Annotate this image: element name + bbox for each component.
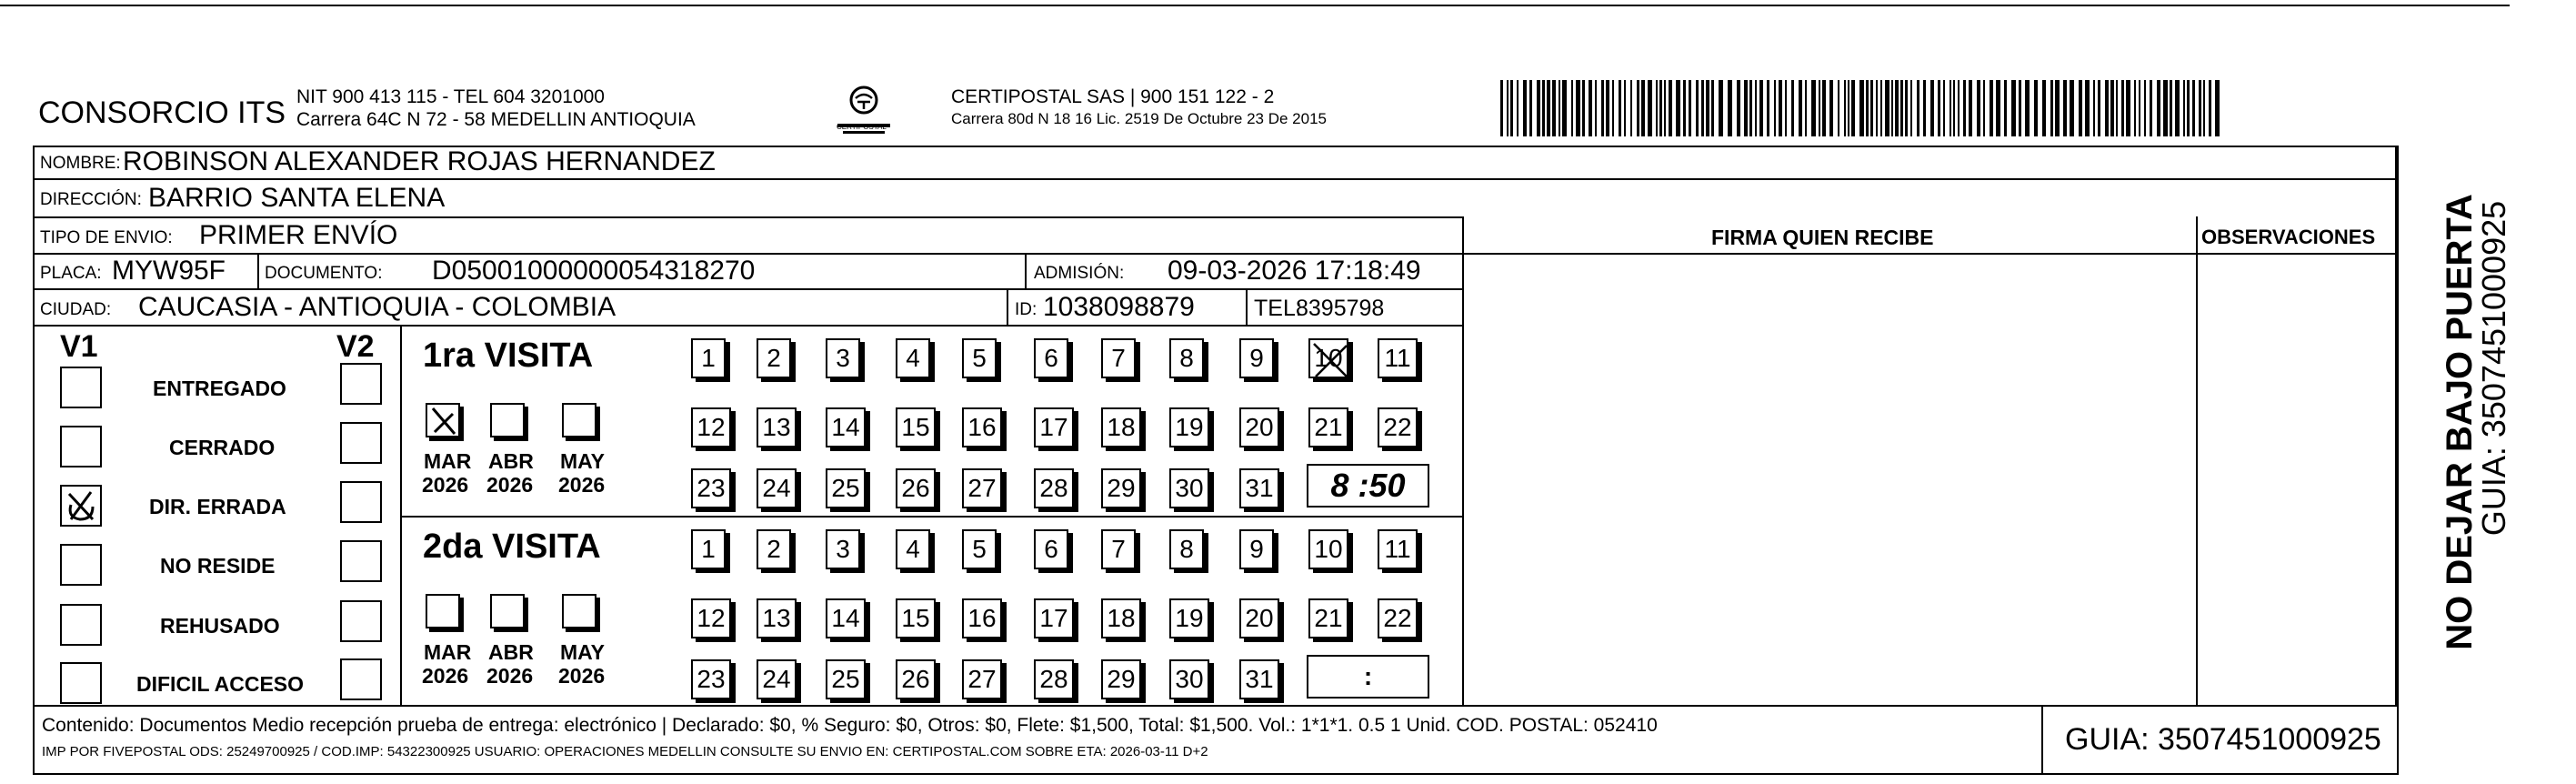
day-box-14[interactable] [826, 407, 866, 447]
day-box-30[interactable] [1169, 468, 1209, 508]
day-number: 12 [697, 604, 726, 632]
day-box-6[interactable] [1034, 338, 1068, 378]
month-label: MAR [424, 449, 472, 473]
footer-guia-divider [2041, 705, 2043, 775]
day-box-1[interactable] [691, 338, 726, 378]
day-number: 4 [906, 535, 920, 563]
day-number: 22 [1383, 413, 1412, 441]
day-number: 20 [1245, 604, 1274, 632]
day-number: 14 [831, 604, 860, 632]
admision-label: ADMISIÓN: [1034, 264, 1125, 283]
day-box-21[interactable] [1308, 407, 1348, 447]
day-box-6[interactable] [1034, 529, 1068, 569]
day-box-8[interactable] [1169, 338, 1204, 378]
day-number: 31 [1245, 665, 1274, 693]
day-number: 6 [1044, 344, 1058, 372]
barcode-icon [1500, 80, 2220, 136]
day-box-31[interactable] [1239, 659, 1279, 699]
day-number: 18 [1107, 413, 1136, 441]
day-number: 17 [1039, 413, 1068, 441]
direccion-label: DIRECCIÓN: [40, 190, 142, 209]
day-number: 26 [901, 474, 930, 502]
footer-line2: IMP POR FIVEPOSTAL ODS: 25249700925 / COD.IMP: 54322300925 USUARIO: OPERACIONES MEDELLIN CONSULTE SU ENVIO EN: CERTIPOSTAL.COM SOBRE ETA: 2026-03-11 D+2 [42, 744, 1208, 759]
month-label: ABR [488, 449, 534, 473]
day-number: 17 [1039, 604, 1068, 632]
v1-checkbox[interactable] [60, 544, 102, 586]
check-mark-icon [62, 487, 100, 525]
day-box-10[interactable] [1308, 529, 1348, 569]
day-number: 7 [1111, 535, 1126, 563]
company-name: CONSORCIO ITS [38, 95, 286, 130]
placa-divider [257, 253, 259, 288]
tel-value: 8395798 [1296, 296, 1385, 321]
admision-value: 09-03-2026 17:18:49 [1168, 256, 1421, 286]
documento-value: D05001000000054318270 [432, 256, 756, 286]
month-checkbox[interactable] [562, 594, 596, 628]
day-box-18[interactable] [1101, 598, 1141, 638]
side-guia: GUIA: 3507451000925 [2475, 200, 2512, 537]
company-info-line1: NIT 900 413 115 - TEL 604 3201000 [296, 86, 605, 107]
day-box-11[interactable] [1378, 338, 1418, 378]
ciudad-label: CIUDAD: [40, 300, 112, 319]
day-box-5[interactable] [962, 338, 997, 378]
day-box-31[interactable] [1239, 468, 1279, 508]
visits-divider [400, 325, 402, 705]
admision-divider [1025, 253, 1027, 288]
month-checkbox[interactable] [562, 403, 596, 437]
day-box-18[interactable] [1101, 407, 1141, 447]
visit-title: 1ra VISITA [423, 337, 594, 375]
day-number: 31 [1245, 474, 1274, 502]
year-label: 2026 [486, 664, 534, 688]
v2-checkbox[interactable] [340, 540, 382, 582]
year-label: 2026 [558, 473, 606, 497]
day-box-4[interactable] [896, 529, 930, 569]
id-label: ID: [1015, 300, 1037, 319]
day-box-8[interactable] [1169, 529, 1204, 569]
day-number: 8 [1179, 344, 1194, 372]
v1-checkbox[interactable] [60, 426, 102, 467]
day-number: 18 [1107, 604, 1136, 632]
month-checkbox[interactable] [426, 594, 460, 628]
day-number: 8 [1179, 535, 1194, 563]
day-number: 4 [906, 344, 920, 372]
day-number: 29 [1107, 474, 1136, 502]
day-box-16[interactable] [962, 407, 1002, 447]
id-divider [1007, 288, 1008, 325]
row-line-5 [33, 325, 1464, 327]
day-number: 19 [1175, 604, 1204, 632]
day-box-29[interactable] [1101, 659, 1141, 699]
month-label: MAY [560, 640, 605, 664]
day-number: 24 [762, 474, 791, 502]
status-label: ENTREGADO [153, 377, 286, 400]
day-number: 1 [701, 344, 716, 372]
day-box-22[interactable] [1378, 598, 1418, 638]
time-field[interactable] [1307, 464, 1429, 508]
day-box-25[interactable] [826, 659, 866, 699]
day-number: 2 [767, 535, 781, 563]
day-number: 6 [1044, 535, 1058, 563]
day-box-23[interactable] [691, 659, 731, 699]
v2-checkbox[interactable] [340, 422, 382, 464]
year-label: 2026 [486, 473, 534, 497]
day-box-19[interactable] [1169, 407, 1209, 447]
v1-checkbox[interactable] [60, 485, 102, 527]
time-field[interactable] [1307, 655, 1429, 699]
month-label: ABR [488, 640, 534, 664]
footer-guia: GUIA: 3507451000925 [2065, 722, 2381, 757]
day-box-4[interactable] [896, 338, 930, 378]
id-value: 1038098879 [1043, 292, 1195, 322]
right-border [2395, 146, 2397, 705]
day-number: 27 [967, 665, 997, 693]
day-number: 7 [1111, 344, 1126, 372]
day-box-19[interactable] [1169, 598, 1209, 638]
day-number: 30 [1175, 665, 1204, 693]
day-box-3[interactable] [826, 338, 860, 378]
day-box-15[interactable] [896, 598, 936, 638]
row-line-1 [33, 178, 2397, 180]
placa-value: MYW95F [112, 256, 226, 286]
warning-text: NO DEJAR BAJO PUERTA [2440, 194, 2480, 650]
day-box-7[interactable] [1101, 338, 1136, 378]
day-box-13[interactable] [757, 598, 797, 638]
logo-text: CERTIPOSTAL [837, 123, 887, 131]
nombre-label: NOMBRE: [40, 154, 121, 173]
day-box-7[interactable] [1101, 529, 1136, 569]
visits-separator [400, 516, 1464, 518]
day-box-9[interactable] [1239, 529, 1274, 569]
carrier-info-line1: CERTIPOSTAL SAS | 900 151 122 - 2 [951, 86, 1275, 107]
day-box-28[interactable] [1034, 659, 1074, 699]
month-label: MAR [424, 640, 472, 664]
day-number: 16 [967, 604, 997, 632]
day-number: 25 [831, 474, 860, 502]
day-box-17[interactable] [1034, 407, 1074, 447]
day-box-22[interactable] [1378, 407, 1418, 447]
nombre-value: ROBINSON ALEXANDER ROJAS HERNANDEZ [123, 146, 716, 176]
day-number: 30 [1175, 474, 1204, 502]
day-box-5[interactable] [962, 529, 997, 569]
day-number: 9 [1249, 344, 1264, 372]
v2-checkbox[interactable] [340, 600, 382, 642]
day-number: 14 [831, 413, 860, 441]
month-label: MAY [560, 449, 605, 473]
day-number: 20 [1245, 413, 1274, 441]
status-label: NO RESIDE [160, 554, 276, 578]
direccion-value: BARRIO SANTA ELENA [148, 183, 446, 213]
day-box-20[interactable] [1239, 598, 1279, 638]
day-box-20[interactable] [1239, 407, 1279, 447]
day-box-16[interactable] [962, 598, 1002, 638]
day-number: 23 [697, 665, 726, 693]
day-number: 27 [967, 474, 997, 502]
day-number: 28 [1039, 474, 1068, 502]
tipo-envio-value: PRIMER ENVÍO [199, 220, 398, 250]
day-number: 5 [972, 344, 987, 372]
firma-header: FIRMA QUIEN RECIBE [1711, 226, 1934, 249]
day-box-23[interactable] [691, 468, 731, 508]
day-box-13[interactable] [757, 407, 797, 447]
day-number: 11 [1384, 344, 1411, 372]
day-number: 28 [1039, 665, 1068, 693]
day-number: 29 [1107, 665, 1136, 693]
day-box-3[interactable] [826, 529, 860, 569]
ciudad-value: CAUCASIA - ANTIOQUIA - COLOMBIA [138, 292, 616, 322]
day-number: 21 [1314, 604, 1343, 632]
carrier-info-line2: Carrera 80d N 18 16 Lic. 2519 De Octubre 23 De 2015 [951, 110, 1327, 127]
day-number: 1 [701, 535, 716, 563]
day-number: 13 [762, 604, 791, 632]
v2-checkbox[interactable] [340, 481, 382, 523]
v1-checkbox[interactable] [60, 367, 102, 408]
check-mark-icon [427, 405, 460, 437]
v1-checkbox[interactable] [60, 604, 102, 646]
day-number: 23 [697, 474, 726, 502]
time-value: 8 :50 [1330, 467, 1406, 504]
v1-checkbox[interactable] [60, 662, 102, 704]
day-box-26[interactable] [896, 659, 936, 699]
row-line-4 [33, 288, 1464, 290]
status-label: REHUSADO [160, 614, 280, 638]
day-box-27[interactable] [962, 468, 1002, 508]
firma-header-line [1464, 253, 2397, 255]
day-box-17[interactable] [1034, 598, 1074, 638]
day-box-24[interactable] [757, 468, 797, 508]
v2-checkbox[interactable] [340, 658, 382, 700]
day-number: 11 [1384, 535, 1411, 563]
observaciones-divider [2196, 216, 2198, 705]
day-box-25[interactable] [826, 468, 866, 508]
day-box-27[interactable] [962, 659, 1002, 699]
day-number: 13 [762, 413, 791, 441]
day-number: 10 [1314, 535, 1343, 563]
placa-label: PLACA: [40, 264, 102, 283]
observaciones-header: OBSERVACIONES [2201, 226, 2376, 248]
day-number: 25 [831, 665, 860, 693]
status-label: DIR. ERRADA [149, 495, 286, 518]
day-box-2[interactable] [757, 338, 791, 378]
top-border [0, 5, 2510, 6]
day-number: 10 [1314, 344, 1343, 372]
day-box-1[interactable] [691, 529, 726, 569]
day-box-24[interactable] [757, 659, 797, 699]
day-box-10[interactable] [1308, 338, 1348, 378]
firma-divider [1462, 216, 1464, 705]
day-number: 22 [1383, 604, 1412, 632]
day-box-15[interactable] [896, 407, 936, 447]
day-box-9[interactable] [1239, 338, 1274, 378]
day-number: 3 [836, 535, 850, 563]
day-number: 26 [901, 665, 930, 693]
tipo-envio-label: TIPO DE ENVIO: [40, 228, 173, 247]
documento-label: DOCUMENTO: [265, 264, 383, 283]
day-box-12[interactable] [691, 407, 731, 447]
day-box-2[interactable] [757, 529, 791, 569]
day-number: 16 [967, 413, 997, 441]
day-number: 15 [901, 604, 930, 632]
v2-label: V2 [336, 329, 375, 364]
row-line-2 [33, 216, 1464, 218]
v1-label: V1 [60, 329, 98, 364]
month-checkbox[interactable] [490, 594, 525, 628]
day-number: 5 [972, 535, 987, 563]
day-box-11[interactable] [1378, 529, 1418, 569]
year-label: 2026 [422, 664, 469, 688]
day-box-30[interactable] [1169, 659, 1209, 699]
day-box-26[interactable] [896, 468, 936, 508]
day-number: 3 [836, 344, 850, 372]
day-number: 12 [697, 413, 726, 441]
day-number: 15 [901, 413, 930, 441]
day-number: 2 [767, 344, 781, 372]
day-box-21[interactable] [1308, 598, 1348, 638]
status-label: DIFICIL ACCESO [136, 672, 305, 696]
month-checkbox[interactable] [490, 403, 525, 437]
time-value: : [1363, 662, 1373, 690]
day-box-12[interactable] [691, 598, 731, 638]
year-label: 2026 [422, 473, 469, 497]
day-mark-icon [1310, 340, 1350, 380]
day-number: 19 [1175, 413, 1204, 441]
footer-line1: Contenido: Documentos Medio recepción prueba de entrega: electrónico | Declarado: $0, % Seguro: $0, Otros: $0, Flete: $1,500, Total: $1,500. Vol.: 1*1*1. 0.5 1 Unid. COD. POSTAL: 052410 [42, 715, 1658, 736]
company-info-line2: Carrera 64C N 72 - 58 MEDELLIN ANTIOQUIA [296, 109, 696, 130]
day-number: 24 [762, 665, 791, 693]
month-checkbox[interactable] [426, 403, 460, 437]
year-label: 2026 [558, 664, 606, 688]
tel-divider [1246, 288, 1248, 325]
visit-title: 2da VISITA [423, 528, 601, 566]
v2-checkbox[interactable] [340, 363, 382, 405]
status-label: CERRADO [169, 436, 276, 459]
day-number: 21 [1314, 413, 1343, 441]
day-box-28[interactable] [1034, 468, 1074, 508]
day-box-14[interactable] [826, 598, 866, 638]
day-number: 9 [1249, 535, 1264, 563]
day-box-29[interactable] [1101, 468, 1141, 508]
tel-label: TEL: [1254, 296, 1302, 321]
